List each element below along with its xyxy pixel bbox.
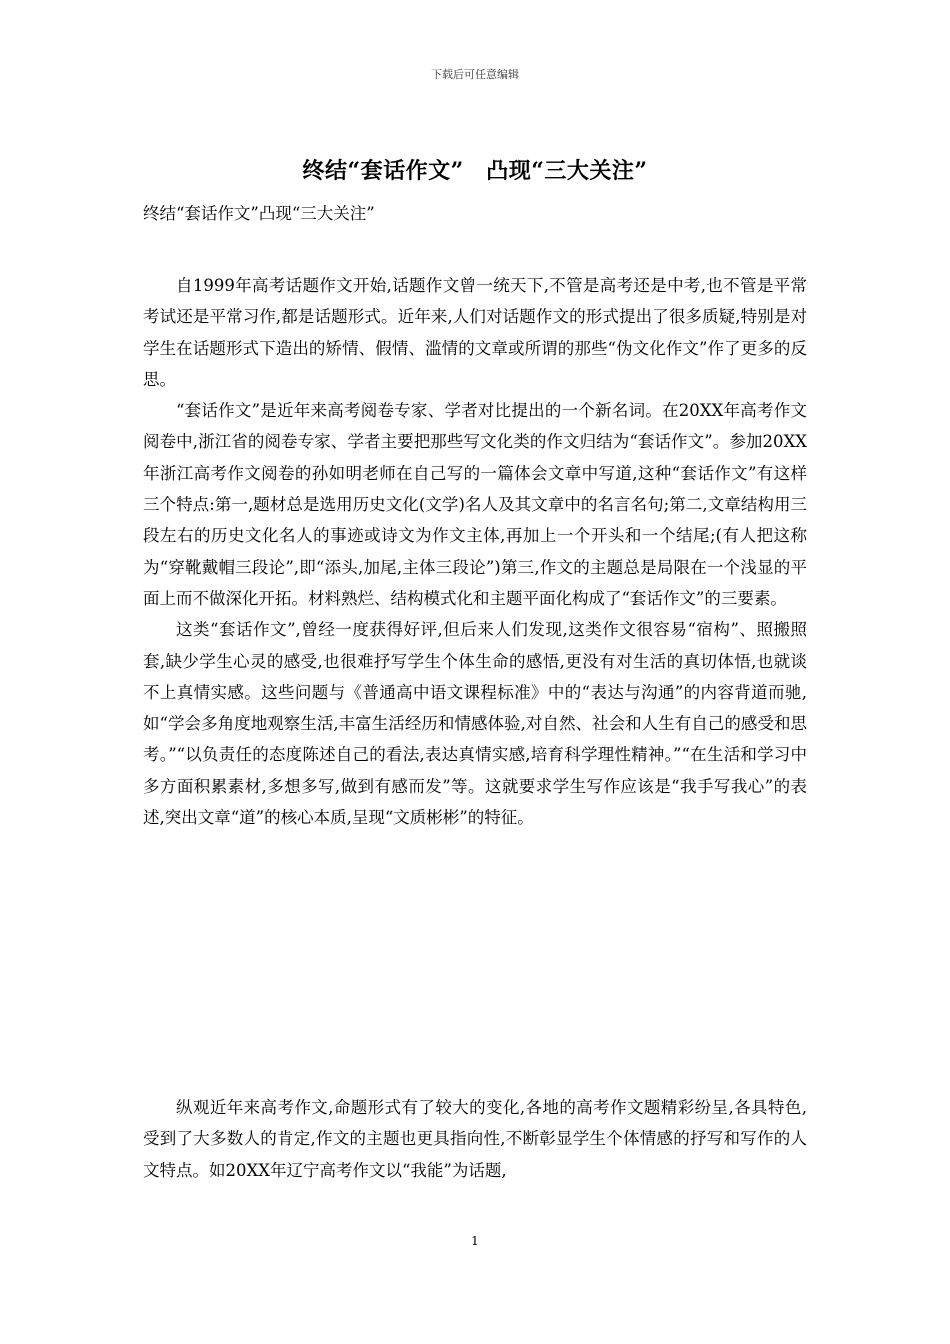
page-header: 下载后可任意编辑 — [431, 68, 519, 81]
article-body-section-1 — [143, 270, 807, 833]
paragraph-2: “套话作文”是近年来高考阅卷专家、学者对比提出的一个新名词。在20XX年高考作文阅卷中,浙江省的阅卷专家、学者主要把那些写文化类的作文归结为“套话作文”。参加20XX年浙江高考作文阅卷的孙如明老师在自己写的一篇体会文章中写道,这种“套话作文”有这样三个特点:第一,题材总是选用历史文化(文学)名人及其文章中的名言名句;第二,文章结构用三段左右的历史文化名人的事迹或诗文为作文主体,再加上一个开头和一个结尾;(有人把这称为“穿靴戴帽三段论”,即“添头,加尾,主体三段论”)第三,作文的主题总是局限在一个浅显的平面上而不做深化开拓。材料熟烂、结构模式化和主题平面化构成了“套话作文”的三要素。 — [143, 401, 807, 608]
page-number: 1 — [471, 1234, 479, 1248]
article-subtitle: 终结“套话作文”凸现“三大关注” — [143, 204, 375, 223]
paragraph-1: 自1999年高考话题作文开始,话题作文曾一统天下,不管是高考还是中考,也不管是平常考试还是平常习作,都是话题形式。近年来,人们对话题作文的形式提出了很多质疑,特别是对学生在话题形式下造出的矫情、假情、滥情的文章或所谓的那些“伪文化作文”作了更多的反思。 — [143, 276, 807, 389]
paragraph-3: 这类“套话作文”,曾经一度获得好评,但后来人们发现,这类作文很容易“宿构”、照搬照套,缺少学生心灵的感受,也很难抒写学生个体生命的感悟,更没有对生活的真切体悟,也就谈不上真情实感。这些问题与《普通高中语文课程标准》中的“表达与沟通”的内容背道而驰,如“学会多角度地观察生活,丰富生活经历和情感体验,对自然、社会和人生有自己的感受和思考。”“以负责任的态度陈述自己的看法,表达真情实感,培育科学理性精神。”“在生活和学习中多方面积累素材,多想多写,做到有感而发”等。这就要求学生写作应该是“我手写我心”的表述,突出文章“道”的核心本质,呈现“文质彬彬”的特征。 — [143, 620, 807, 828]
article-title: 终结“套话作文” 凸现“三大关注” — [302, 158, 648, 184]
article-body-section-2 — [143, 1092, 807, 1186]
paragraph-4: 纵观近年来高考作文,命题形式有了较大的变化,各地的高考作文题精彩纷呈,各具特色,受到了大多数人的肯定,作文的主题也更具指向性,不断彰显学生个体情感的抒写和写作的人文特点。如20XX年辽宁高考作文以“我能”为话题, — [143, 1098, 807, 1180]
